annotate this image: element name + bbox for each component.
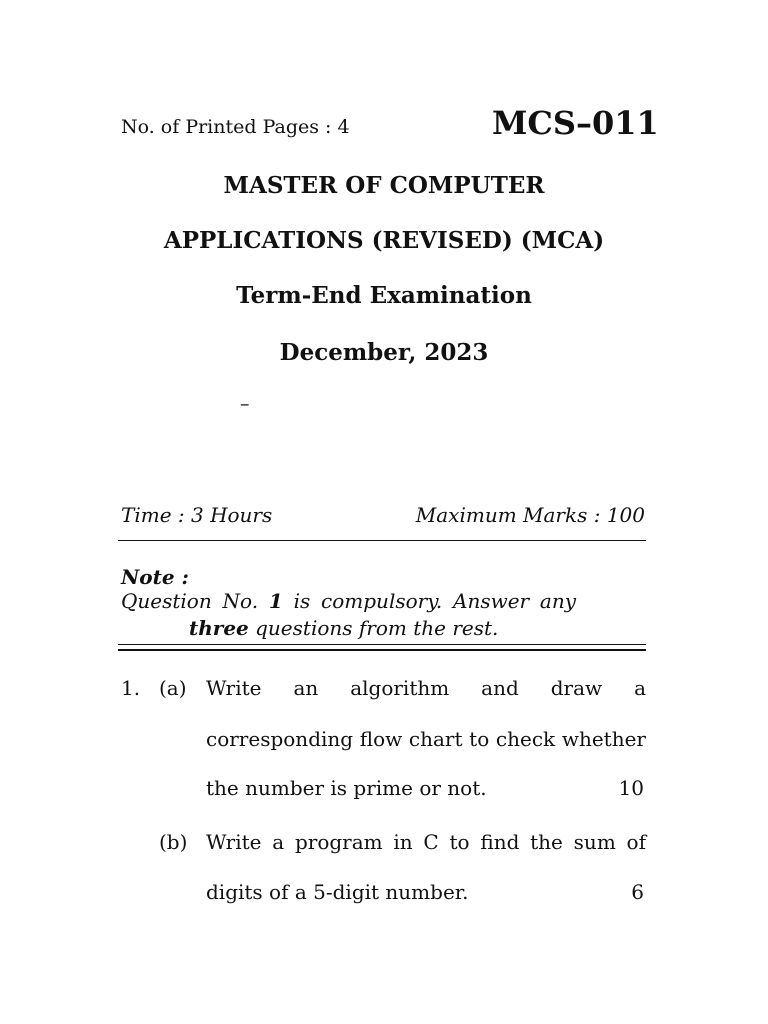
divider-top <box>118 540 646 541</box>
exam-date: December, 2023 <box>279 339 489 366</box>
part-a-marks: 10 <box>618 776 644 800</box>
part-a-line-1: Write an algorithm and draw a <box>206 676 646 700</box>
max-marks: Maximum Marks : 100 <box>415 503 645 527</box>
printed-pages-count: No. of Printed Pages : 4 <box>121 116 350 138</box>
part-label-a: (a) <box>159 676 187 700</box>
note-text-line2 <box>189 616 498 640</box>
part-b-line-2: digits of a 5-digit number. <box>206 880 469 904</box>
exam-time: Time : 3 Hours <box>121 503 273 527</box>
course-code: MCS–011 <box>492 104 659 142</box>
dash-mark: – <box>240 393 250 415</box>
divider-double-1 <box>118 644 646 645</box>
note-text-line1: Question No. 1 is compulsory. Answer any <box>121 589 576 613</box>
note-block <box>121 565 646 613</box>
note-bold-three: three <box>189 616 249 640</box>
note-label: Note : <box>121 565 189 589</box>
note-line2-rest: questions from the rest. <box>248 616 499 640</box>
part-a-line-2: corresponding flow chart to check whether <box>206 727 646 751</box>
exam-type: Term-End Examination <box>236 282 532 309</box>
question-number: 1. <box>121 676 141 700</box>
title-line-1: MASTER OF COMPUTER <box>223 172 545 199</box>
part-a-line-3: the number is prime or not. <box>206 776 487 800</box>
part-label-b: (b) <box>159 830 188 854</box>
part-b-marks: 6 <box>631 880 644 904</box>
title-line-2: APPLICATIONS (REVISED) (MCA) <box>163 227 605 254</box>
part-b-line-1: Write a program in C to find the sum of <box>206 830 646 854</box>
divider-double-2 <box>118 649 646 651</box>
